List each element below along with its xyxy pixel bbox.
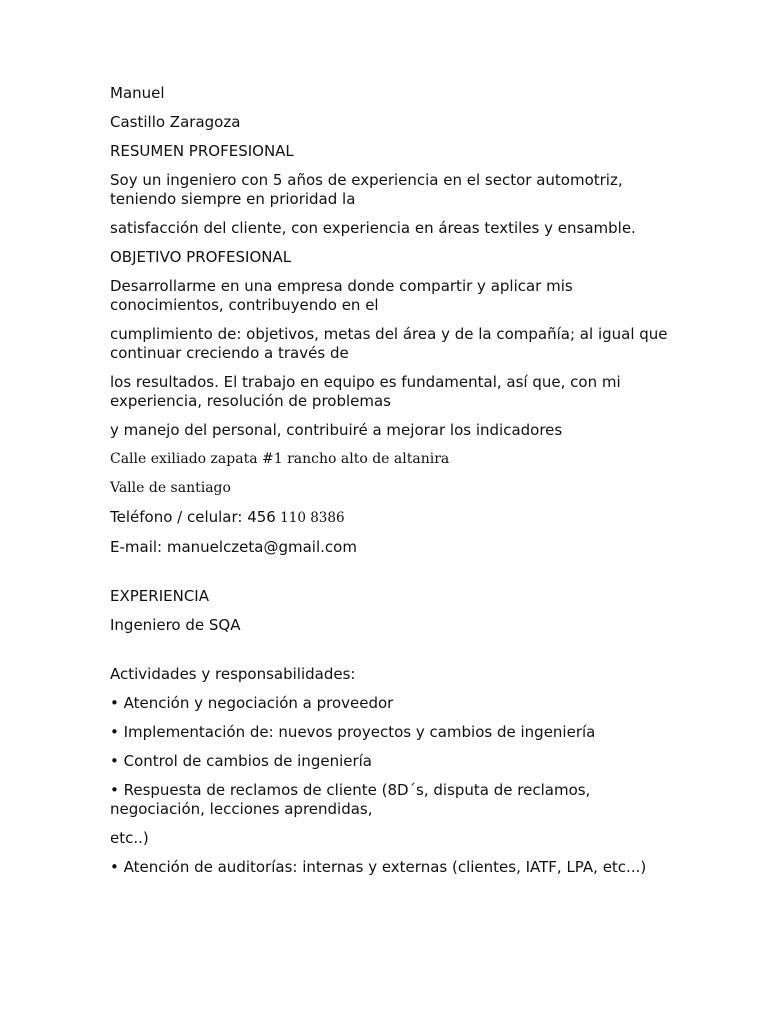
activity-item: • Respuesta de reclamos de cliente (8D´s, disputa de reclamos, negociación, lecciones aprendidas, bbox=[110, 781, 591, 818]
address-city: Valle de santiago bbox=[110, 480, 231, 496]
activity-item: • Implementación de: nuevos proyectos y cambios de ingeniería bbox=[110, 723, 596, 741]
objective-line: cumplimiento de: objetivos, metas del área y de la compañía; al igual que continuar creciendo a través de bbox=[110, 325, 668, 362]
spacer bbox=[110, 567, 670, 587]
phone-number: 110 8386 bbox=[275, 510, 345, 526]
activities-heading: Actividades y responsabilidades: bbox=[110, 665, 356, 683]
activity-item: • Control de cambios de ingeniería bbox=[110, 752, 372, 770]
summary-line: Soy un ingeniero con 5 años de experiencia en el sector automotriz, teniendo siempre en prioridad la bbox=[110, 171, 623, 208]
activity-item: • Atención de auditorías: internas y externas (clientes, IATF, LPA, etc...) bbox=[110, 858, 647, 876]
spacer bbox=[110, 645, 670, 665]
job-role: Ingeniero de SQA bbox=[110, 616, 241, 634]
objective-line: y manejo del personal, contribuiré a mejorar los indicadores bbox=[110, 421, 563, 439]
summary-heading: RESUMEN PROFESIONAL bbox=[110, 142, 294, 160]
last-name: Castillo Zaragoza bbox=[110, 113, 241, 131]
address-line: Calle exiliado zapata #1 rancho alto de altanira bbox=[110, 451, 450, 467]
activity-item: etc..) bbox=[110, 829, 149, 847]
experience-heading: EXPERIENCIA bbox=[110, 587, 209, 605]
email-line: E-mail: manuelczeta@gmail.com bbox=[110, 538, 357, 556]
objective-line: los resultados. El trabajo en equipo es fundamental, así que, con mi experiencia, resolución de problemas bbox=[110, 373, 621, 410]
activity-item: • Atención y negociación a proveedor bbox=[110, 694, 394, 712]
phone-label: Teléfono / celular: 456 bbox=[110, 508, 276, 526]
objective-line: Desarrollarme en una empresa donde compartir y aplicar mis conocimientos, contribuyendo en el bbox=[110, 277, 573, 314]
resume-document bbox=[110, 84, 670, 887]
phone-line bbox=[110, 508, 670, 528]
first-name: Manuel bbox=[110, 84, 165, 102]
summary-line: satisfacción del cliente, con experiencia en áreas textiles y ensamble. bbox=[110, 219, 636, 237]
objective-heading: OBJETIVO PROFESIONAL bbox=[110, 248, 292, 266]
